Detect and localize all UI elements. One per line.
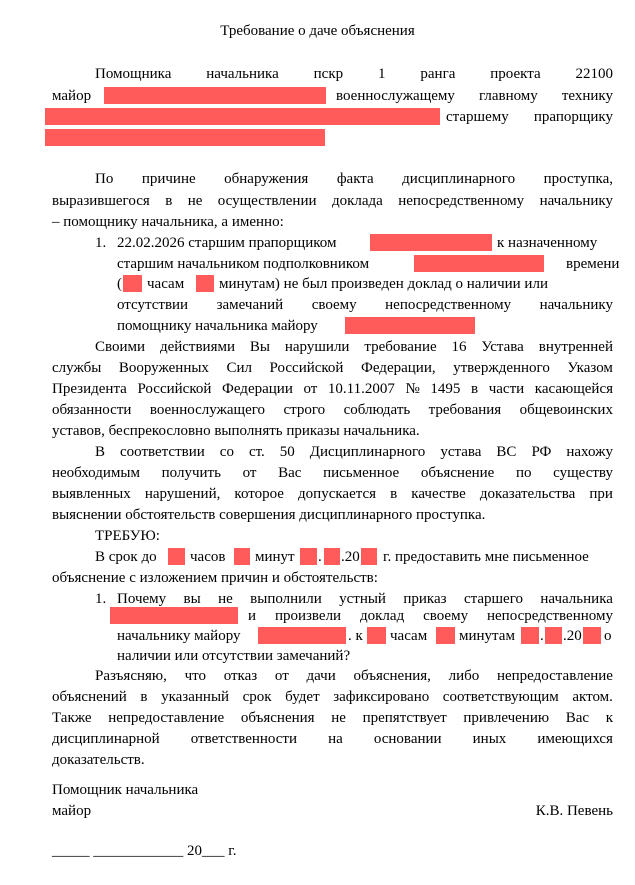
signature-name: К.В. Певень — [535, 803, 613, 819]
paragraph-4-line-2: объяснений в указанный срок будет зафиксировано соответствующим актом. — [52, 689, 613, 705]
redaction-block — [168, 548, 185, 565]
list-1-line-2-a: старшим начальником подполковником — [117, 256, 370, 272]
redaction-block — [545, 627, 562, 644]
paragraph-3-line-4: выяснении обстоятельств совершения дисциплинарного проступка. — [52, 507, 486, 523]
deadline-f: г. предоставить мне письменное — [383, 549, 589, 565]
list-1-line-1-a: 22.02.2026 старшим прапорщиком — [117, 235, 337, 251]
list-1-line-1-b: к назначенному — [497, 235, 598, 251]
list-2-line-2: и произвели доклад своему непосредственному — [248, 608, 613, 624]
list-1-number: 1. — [95, 235, 107, 251]
list-1-line-5: помощнику начальника майору — [117, 318, 318, 334]
redaction-block — [123, 275, 142, 292]
paragraph-2-line-4: обязанности военнослужащего строго соблюдать требования общевоинских — [52, 402, 613, 418]
paragraph-2-line-3: Президента Российской Федерации от 10.11.2007 № 1495 в части касающейся — [52, 381, 613, 397]
deadline-line-2: объяснение с изложением причин и обстоятельств: — [52, 570, 378, 586]
paragraph-1-line-3: – помощнику начальника, а именно: — [52, 214, 284, 230]
deadline-c: минут — [255, 549, 295, 565]
redaction-block — [300, 548, 317, 565]
redaction-block — [583, 627, 601, 644]
header-line-2-end: военнослужащему главному технику — [336, 88, 613, 104]
header-line-1: Помощника начальника пскр 1 ранга проекта 22100 — [95, 66, 613, 82]
signature-position: Помощник начальника — [52, 782, 199, 798]
paragraph-4-line-3: Также непредоставление объяснения не препятствует привлечению Вас к — [52, 710, 613, 726]
paragraph-2-line-2: службы Вооруженных Сил Российской Федерации, утвержденного Указом — [52, 360, 613, 376]
demand-heading: ТРЕБУЮ: — [95, 528, 160, 544]
list-1-line-4: отсутствии замечаний своему непосредственному начальнику — [117, 297, 613, 313]
deadline-e: .20 — [341, 549, 360, 565]
paragraph-2-line-5: уставов, беспрекословно выполнять приказы начальника. — [52, 423, 420, 439]
redaction-block — [324, 548, 340, 565]
list-2-line-1: Почему вы не выполнили устный приказ старшего начальника — [117, 591, 613, 607]
document-title: Требование о даче объяснения — [220, 23, 415, 39]
redaction-block — [521, 627, 539, 644]
list-2-number: 1. — [95, 591, 107, 607]
paragraph-1-line-1: По причине обнаружения факта дисциплинарного проступка, — [95, 171, 613, 187]
list-1-line-2-b: времени — [566, 256, 620, 272]
list-1-line-3-b: часам — [147, 276, 185, 292]
list-2-line-3-d: минутам — [459, 628, 515, 644]
redaction-block — [110, 607, 238, 624]
paragraph-4-line-4: дисциплинарной ответственности на основании иных имеющихся — [52, 731, 613, 747]
list-2-line-3-e: . — [540, 628, 544, 644]
redaction-block — [345, 317, 475, 334]
redaction-block — [258, 627, 346, 644]
list-2-line-3-c: часам — [390, 628, 428, 644]
header-line-3-end: старшему прапорщику — [446, 109, 613, 125]
list-2-line-3-g: о — [604, 628, 612, 644]
redaction-block — [370, 234, 492, 251]
list-1-line-3-c: минутам) не был произведен доклад о наличии или — [219, 276, 548, 292]
list-1-line-3-a: ( — [117, 276, 122, 292]
paragraph-1-line-2: выразившегося в не осуществлении доклада непосредственному начальнику — [52, 193, 613, 209]
deadline-a: В срок до — [95, 549, 157, 565]
paragraph-4-line-1: Разъясняю, что отказ от дачи объяснения, либо непредоставление — [95, 668, 613, 684]
paragraph-3-line-3: выявленных нарушений, которое допускается в качестве доказательства при — [52, 486, 613, 502]
header-line-2-start: майор — [52, 88, 92, 104]
list-2-line-3-b: . к — [348, 628, 363, 644]
deadline-b: часов — [190, 549, 226, 565]
redaction-block — [45, 129, 325, 146]
redaction-block — [104, 87, 326, 104]
paragraph-4-line-5: доказательств. — [52, 752, 145, 768]
list-2-line-3-f: .20 — [563, 628, 582, 644]
paragraph-3-line-1: В соответствии со ст. 50 Дисциплинарного устава ВС РФ нахожу — [95, 444, 613, 460]
redaction-block — [436, 627, 455, 644]
list-2-line-4: наличии или отсутствии замечаний? — [117, 648, 351, 664]
redaction-block — [45, 108, 440, 125]
redaction-block — [196, 275, 214, 292]
redaction-block — [234, 548, 250, 565]
paragraph-2-line-1: Своими действиями Вы нарушили требование 16 Устава внутренней — [95, 339, 613, 355]
redaction-block — [414, 255, 544, 272]
list-2-line-3-a: начальнику майору — [117, 628, 241, 644]
deadline-d: . — [318, 549, 322, 565]
paragraph-3-line-2: необходимым получить от Вас письменное объяснение по существу — [52, 465, 613, 481]
signature-rank: майор — [52, 803, 92, 819]
redaction-block — [367, 627, 386, 644]
signature-date-line: _____ ____________ 20___ г. — [52, 843, 237, 859]
redaction-block — [361, 548, 377, 565]
